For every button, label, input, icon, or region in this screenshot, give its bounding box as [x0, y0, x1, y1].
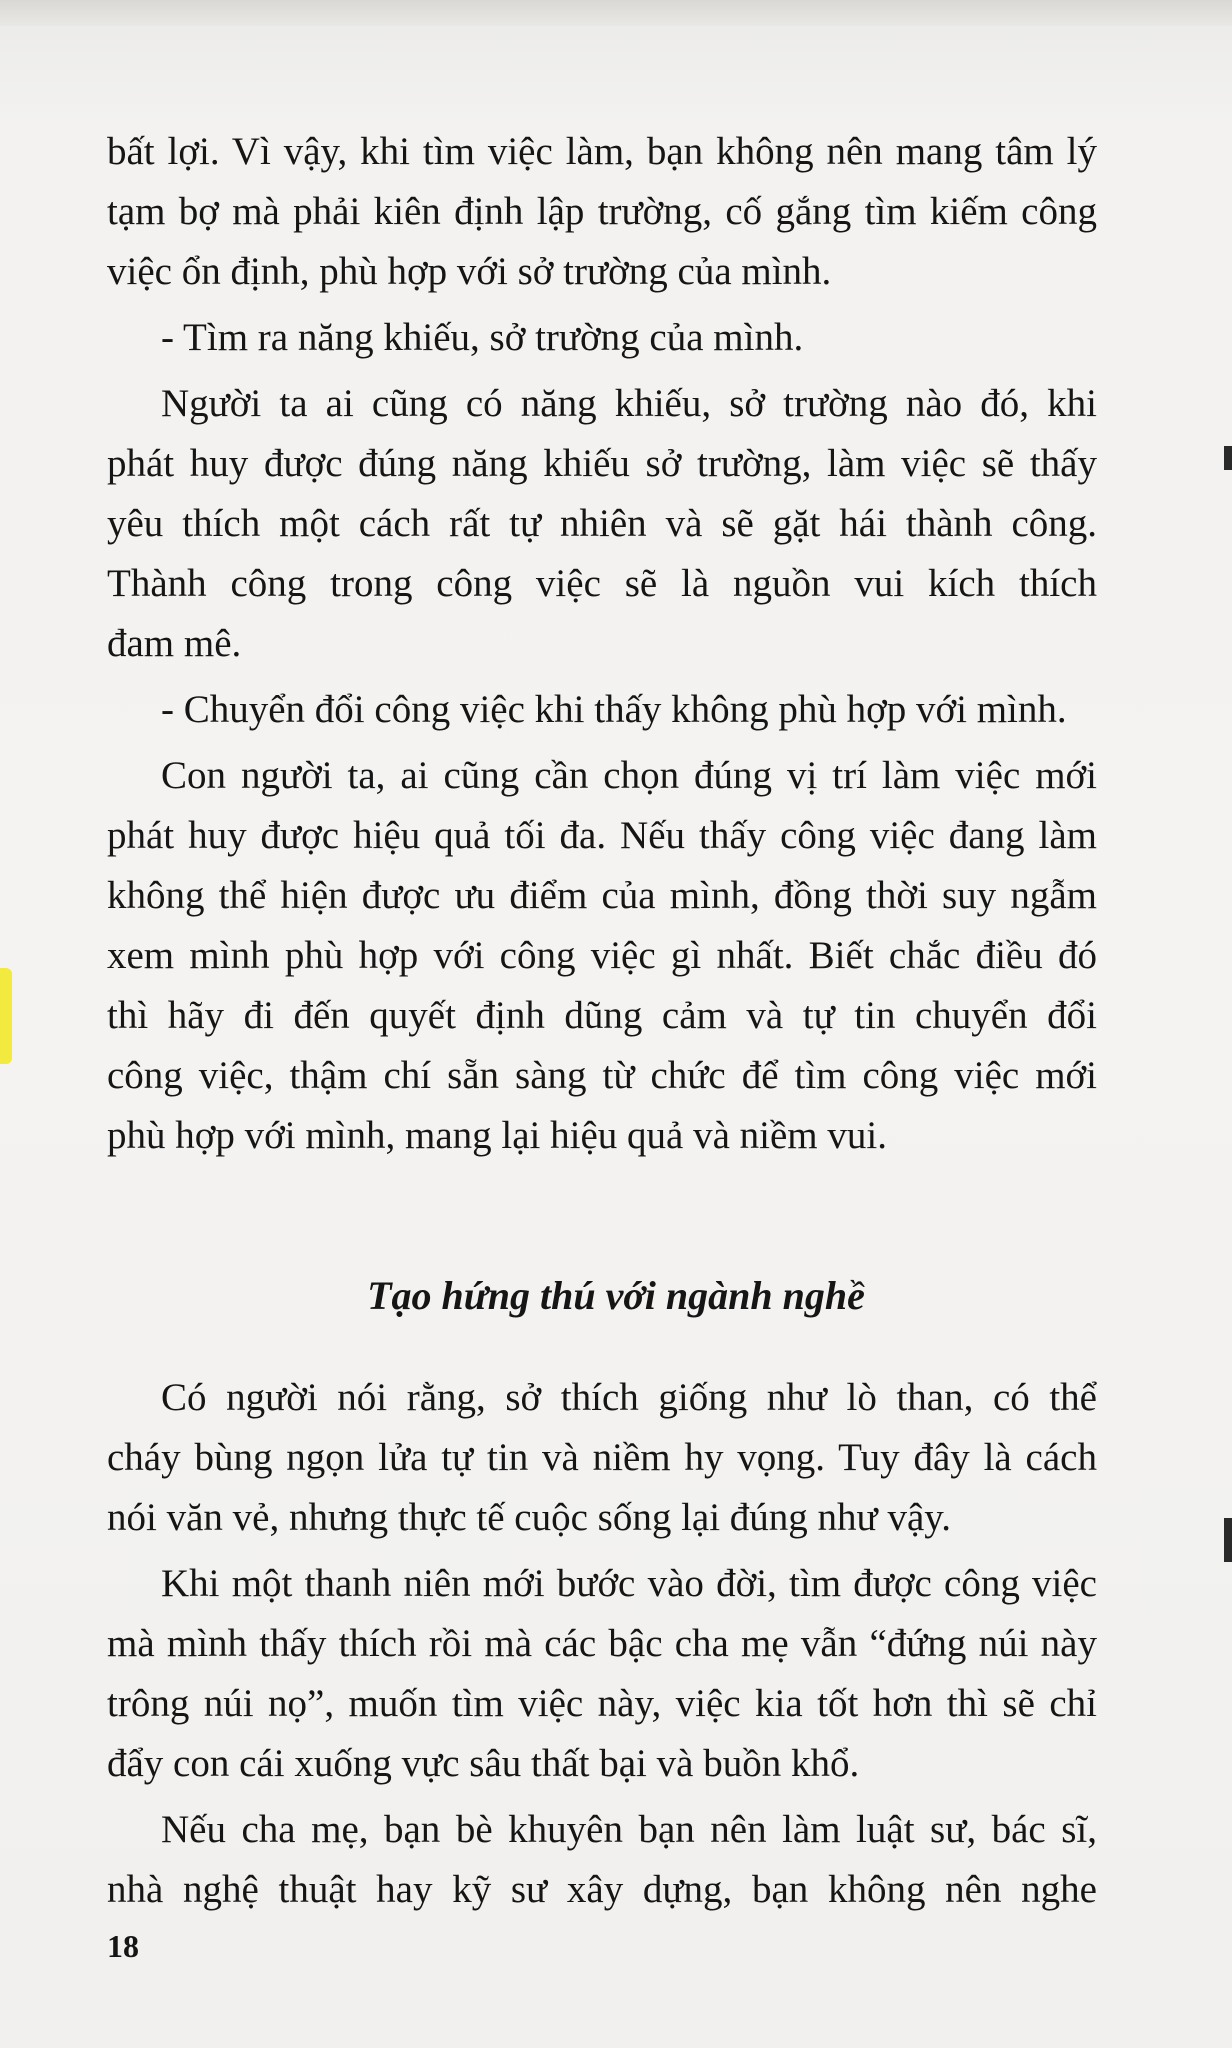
text-line: việc ổn định, phù hợp với sở trường của mình. [107, 250, 832, 293]
page-edge-mark [1224, 446, 1232, 470]
yellow-page-tab [0, 968, 12, 1064]
page-edge-mark [1224, 1518, 1232, 1562]
text-line: tạm bợ mà phải kiên định lập trường, cố gắng tìm kiếm công [107, 190, 1097, 233]
text-line: trông núi nọ”, muốn tìm việc này, việc kia tốt hơn thì sẽ chỉ [107, 1682, 1097, 1725]
text-line: công việc, thậm chí sẵn sàng từ chức để tìm công việc mới [107, 1054, 1097, 1097]
text-line: thì hãy đi đến quyết định dũng cảm và tự tin chuyển đổi [107, 994, 1097, 1037]
text-line: đam mê. [107, 622, 242, 665]
body-text-bottom [107, 1368, 1097, 1920]
text-line: xem mình phù hợp với công việc gì nhất. Biết chắc điều đó [107, 934, 1097, 977]
text-line: bất lợi. Vì vậy, khi tìm việc làm, bạn không nên mang tâm lý [107, 130, 1097, 173]
text-line: phù hợp với mình, mang lại hiệu quả và niềm vui. [107, 1114, 887, 1157]
text-line: yêu thích một cách rất tự nhiên và sẽ gặt hái thành công. [107, 502, 1097, 545]
text-line: - Tìm ra năng khiếu, sở trường của mình. [161, 316, 804, 359]
section-heading: Tạo hứng thú với ngành nghề [367, 1273, 865, 1318]
text-line: nhà nghệ thuật hay kỹ sư xây dựng, bạn không nên nghe [107, 1868, 1097, 1911]
text-line: đẩy con cái xuống vực sâu thất bại và buồn khổ. [107, 1742, 860, 1785]
page-top-edge [0, 0, 1232, 26]
text-line: Khi một thanh niên mới bước vào đời, tìm được công việc [161, 1562, 1097, 1605]
text-line: không thể hiện được ưu điểm của mình, đồng thời suy ngẫm [107, 874, 1097, 917]
text-line: Có người nói rằng, sở thích giống như lò than, có thể [161, 1376, 1097, 1419]
page-number: 18 [107, 1928, 139, 1964]
text-line: mà mình thấy thích rồi mà các bậc cha mẹ vẫn “đứng núi này [107, 1622, 1097, 1665]
text-line: phát huy được đúng năng khiếu sở trường, làm việc sẽ thấy [107, 442, 1097, 485]
text-line: Người ta ai cũng có năng khiếu, sở trường nào đó, khi [161, 382, 1097, 425]
text-line: nói văn vẻ, nhưng thực tế cuộc sống lại đúng như vậy. [107, 1496, 951, 1539]
text-line: Thành công trong công việc sẽ là nguồn vui kích thích [107, 562, 1097, 605]
text-line: Nếu cha mẹ, bạn bè khuyên bạn nên làm luật sư, bác sĩ, [161, 1808, 1097, 1851]
text-line: Con người ta, ai cũng cần chọn đúng vị trí làm việc mới [161, 754, 1097, 797]
body-text-top [107, 122, 1097, 1166]
text-line: cháy bùng ngọn lửa tự tin và niềm hy vọng. Tuy đây là cách [107, 1436, 1097, 1479]
text-line: phát huy được hiệu quả tối đa. Nếu thấy công việc đang làm [107, 814, 1097, 857]
text-line: - Chuyển đổi công việc khi thấy không phù hợp với mình. [161, 688, 1067, 731]
